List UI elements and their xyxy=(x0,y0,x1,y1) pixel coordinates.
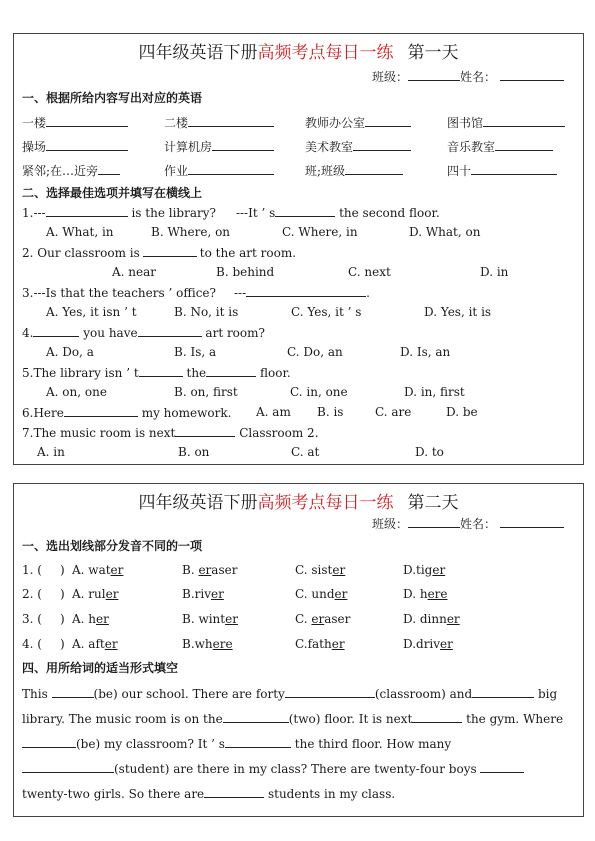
title-red: 高频考点每日一练 xyxy=(257,493,394,513)
name-label: 姓名： xyxy=(460,70,497,84)
phonics-option-3-c[interactable]: C. eraser xyxy=(295,612,351,626)
fill-line-4: (student) are there in my class? There are twenty-four boys xyxy=(22,761,524,776)
vocab-4: 图书馆 xyxy=(447,114,565,131)
phonics-option-3-b[interactable]: B. winter xyxy=(182,612,238,626)
question-3: 3.---Is that the teachers ’ office? --- . xyxy=(22,286,370,300)
vocab-6: 计算机房 xyxy=(164,138,274,155)
vocab-2: 二楼 xyxy=(164,114,274,131)
q7-option-d[interactable]: D. to xyxy=(415,445,444,459)
day1-section2-heading: 二、选择最佳选项并填写在横线上 xyxy=(22,186,203,200)
fill-line-2: library. The music room is on the (two) floor. It is next the gym. Where xyxy=(22,712,564,726)
title-black: 四年级英语下册 xyxy=(138,43,258,63)
q3-option-c[interactable]: C. Yes, it ’ s xyxy=(291,305,362,319)
class-label: 班级： xyxy=(372,70,409,84)
phonics-option-1-b[interactable]: B. eraser xyxy=(182,563,238,577)
day1-panel xyxy=(13,33,584,465)
vocab-3: 教师办公室 xyxy=(305,114,411,131)
phonics-option-1-c[interactable]: C. sister xyxy=(295,563,346,577)
name-blank[interactable] xyxy=(500,69,564,81)
name-blank[interactable] xyxy=(500,516,564,528)
q6-option-b[interactable]: B. is xyxy=(317,405,344,419)
title-day: 第二天 xyxy=(407,493,459,513)
phonics-option-2-d[interactable]: D. here xyxy=(403,587,448,601)
name-label: 姓名： xyxy=(460,517,497,531)
q6-option-d[interactable]: D. be xyxy=(446,405,478,419)
q1-option-d[interactable]: D. What, on xyxy=(409,225,481,239)
q5-option-d[interactable]: D. in, first xyxy=(404,385,465,399)
q2-option-c[interactable]: C. next xyxy=(348,265,391,279)
vocab-1: 一楼 xyxy=(22,114,128,131)
q7-option-b[interactable]: B. on xyxy=(178,445,210,459)
q7-option-a[interactable]: A. in xyxy=(37,445,65,459)
phonics-question-2: 2. ( ) xyxy=(22,587,65,601)
day1-class-name-line xyxy=(372,68,564,85)
day2-title xyxy=(14,488,583,513)
q4-option-d[interactable]: D. Is, an xyxy=(400,345,451,359)
vocab-9: 紧邻;在…近旁 xyxy=(22,162,120,179)
question-1: 1.--- is the library? ---It ’ s the second floor. xyxy=(22,206,440,220)
question-4: 4. you have art room? xyxy=(22,326,265,340)
q1-option-c[interactable]: C. Where, in xyxy=(282,225,358,239)
phonics-question-4: 4. ( ) xyxy=(22,637,65,651)
vocab-8: 音乐教室 xyxy=(447,138,553,155)
fill-line-5: twenty-two girls. So there are students in my class. xyxy=(22,787,396,801)
class-blank[interactable] xyxy=(408,516,460,528)
vocab-7: 美术教室 xyxy=(305,138,411,155)
q5-option-a[interactable]: A. on, one xyxy=(46,385,107,399)
question-7: 7.The music room is next Classroom 2. xyxy=(22,426,319,440)
title-black: 四年级英语下册 xyxy=(138,493,258,513)
phonics-option-4-b[interactable]: B.where xyxy=(182,637,233,651)
q6-option-c[interactable]: C. are xyxy=(375,405,412,419)
vocab-11: 班;班级 xyxy=(305,162,403,179)
phonics-option-2-c[interactable]: C. under xyxy=(295,587,348,601)
q3-option-b[interactable]: B. No, it is xyxy=(174,305,239,319)
phonics-option-1-d[interactable]: D.tiger xyxy=(403,563,446,577)
q5-option-b[interactable]: B. on, first xyxy=(174,385,238,399)
phonics-option-4-d[interactable]: D.driver xyxy=(403,637,453,651)
day2-section1-heading: 一、选出划线部分发音不同的一项 xyxy=(22,539,203,553)
phonics-option-1-a[interactable]: A. water xyxy=(72,563,124,577)
q1-option-a[interactable]: A. What, in xyxy=(46,225,114,239)
q2-option-a[interactable]: A. near xyxy=(112,265,157,279)
q4-option-b[interactable]: B. Is, a xyxy=(174,345,217,359)
q4-option-c[interactable]: C. Do, an xyxy=(287,345,343,359)
vocab-5: 操场 xyxy=(22,138,128,155)
q5-option-c[interactable]: C. in, one xyxy=(290,385,348,399)
phonics-option-4-c[interactable]: C.father xyxy=(295,637,345,651)
phonics-question-3: 3. ( ) xyxy=(22,612,65,626)
phonics-option-3-d[interactable]: D. dinner xyxy=(403,612,460,626)
fill-line-3: (be) my classroom? It ’ s the third floor. How many xyxy=(22,736,451,751)
question-2: 2. Our classroom is to the art room. xyxy=(22,246,297,260)
title-day: 第一天 xyxy=(407,43,459,63)
question-6: 6.Here my homework. xyxy=(22,406,232,420)
fill-line-1: This (be) our school. There are forty (classroom) and big xyxy=(22,687,558,701)
class-blank[interactable] xyxy=(408,69,460,81)
q3-option-d[interactable]: D. Yes, it is xyxy=(424,305,492,319)
phonics-option-3-a[interactable]: A. her xyxy=(72,612,109,626)
phonics-option-4-a[interactable]: A. after xyxy=(72,637,118,651)
q6-option-a[interactable]: A. am xyxy=(256,405,291,419)
q3-option-a[interactable]: A. Yes, it isn ’ t xyxy=(46,305,137,319)
vocab-12: 四十 xyxy=(447,162,557,179)
q4-option-a[interactable]: A. Do, a xyxy=(46,345,94,359)
q2-option-d[interactable]: D. in xyxy=(480,265,509,279)
phonics-option-2-a[interactable]: A. ruler xyxy=(72,587,119,601)
day1-section1-heading: 一、根据所给内容写出对应的英语 xyxy=(22,91,203,105)
day2-class-name-line xyxy=(372,515,564,532)
q7-option-c[interactable]: C. at xyxy=(291,445,320,459)
phonics-question-1: 1. ( ) xyxy=(22,563,65,577)
phonics-option-2-b[interactable]: B.river xyxy=(182,587,224,601)
day1-title xyxy=(14,38,583,63)
q2-option-b[interactable]: B. behind xyxy=(216,265,275,279)
title-red: 高频考点每日一练 xyxy=(257,43,394,63)
class-label: 班级： xyxy=(372,517,409,531)
vocab-10: 作业 xyxy=(164,162,274,179)
day2-panel xyxy=(13,483,584,817)
question-5: 5.The library isn ’ t the floor. xyxy=(22,366,291,380)
q1-option-b[interactable]: B. Where, on xyxy=(151,225,231,239)
day2-section4-heading: 四、用所给词的适当形式填空 xyxy=(22,661,179,675)
